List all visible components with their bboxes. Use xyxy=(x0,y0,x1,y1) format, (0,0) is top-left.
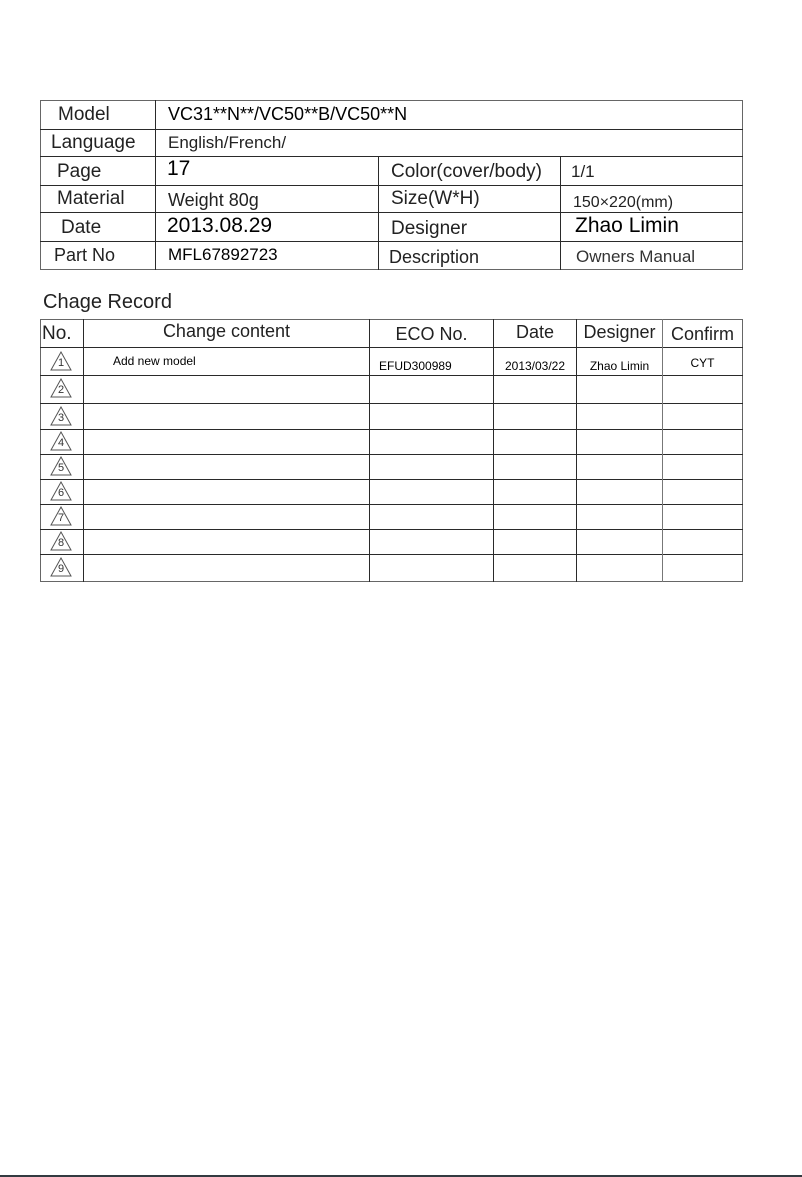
change-record-title: Chage Record xyxy=(43,291,172,313)
header-designer: Designer xyxy=(583,321,656,342)
color-value: 1/1 xyxy=(571,161,595,181)
header-date: Date xyxy=(515,321,555,342)
row-confirm: CYT xyxy=(690,356,715,370)
divider xyxy=(40,347,743,348)
row-number: 2 xyxy=(57,384,65,396)
date-value: 2013.08.29 xyxy=(167,213,273,237)
row-number: 5 xyxy=(57,462,65,474)
language-label: Language xyxy=(51,131,136,153)
divider xyxy=(40,429,743,430)
row-number: 7 xyxy=(57,512,65,524)
row-designer: Zhao Limin xyxy=(589,359,650,373)
material-label: Material xyxy=(57,187,125,209)
divider xyxy=(378,156,379,270)
header-no: No. xyxy=(42,323,72,344)
model-value: VC31**N**/VC50**B/VC50**N xyxy=(168,104,408,124)
language-value: English/French/ xyxy=(168,132,287,152)
model-label: Model xyxy=(58,103,110,125)
row-number: 4 xyxy=(57,437,65,449)
divider xyxy=(40,129,743,130)
part-no-value: MFL67892723 xyxy=(168,244,278,264)
page-label: Page xyxy=(57,160,102,182)
date-label: Date xyxy=(61,216,102,238)
divider xyxy=(40,156,743,157)
divider xyxy=(40,529,743,530)
divider xyxy=(40,403,743,404)
row-number: 9 xyxy=(57,563,65,575)
row-eco-no: EFUD300989 xyxy=(379,359,452,373)
divider xyxy=(369,319,370,582)
divider xyxy=(40,479,743,480)
size-value: 150×220(mm) xyxy=(573,193,674,211)
row-number: 8 xyxy=(57,537,65,549)
divider xyxy=(40,554,743,555)
divider xyxy=(560,156,561,270)
designer-value: Zhao Limin xyxy=(575,213,679,237)
row-number: 6 xyxy=(57,487,65,499)
description-label: Description xyxy=(389,247,480,267)
description-value: Owners Manual xyxy=(576,246,696,266)
part-no-label: Part No xyxy=(54,245,116,265)
designer-label: Designer xyxy=(391,217,468,239)
size-label: Size(W*H) xyxy=(391,187,480,209)
page-value: 17 xyxy=(167,157,191,180)
header-eco-no: ECO No. xyxy=(395,323,468,344)
row-number: 1 xyxy=(57,357,65,369)
header-confirm: Confirm xyxy=(670,323,734,344)
row-change-content: Add new model xyxy=(113,354,196,368)
header-change-content: Change content xyxy=(162,320,291,341)
divider xyxy=(83,319,84,582)
row-date: 2013/03/22 xyxy=(504,359,566,373)
color-label: Color(cover/body) xyxy=(391,160,542,182)
divider xyxy=(155,100,156,270)
divider xyxy=(40,454,743,455)
divider xyxy=(40,504,743,505)
row-number: 3 xyxy=(57,412,65,424)
material-value: Weight 80g xyxy=(168,190,259,210)
